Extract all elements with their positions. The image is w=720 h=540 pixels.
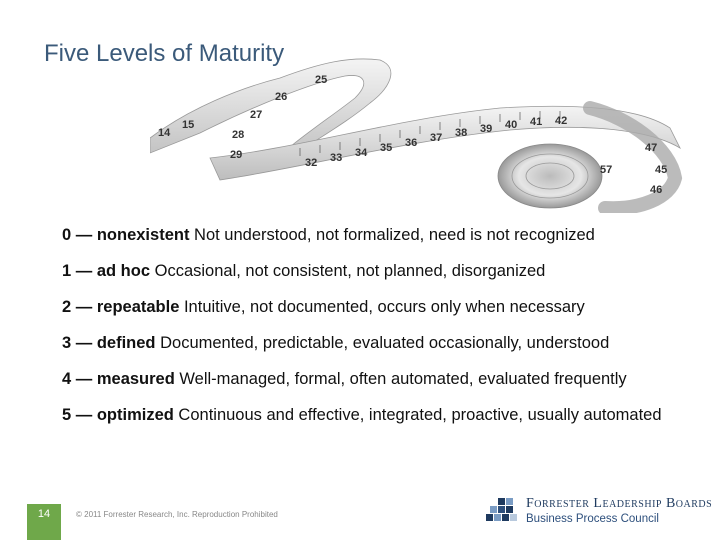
level-term: 2 — repeatable	[62, 298, 180, 316]
level-term: 5 — optimized	[62, 406, 174, 424]
logo-squares-icon	[486, 498, 520, 526]
svg-text:35: 35	[380, 142, 393, 154]
svg-text:37: 37	[430, 132, 443, 144]
level-item	[62, 330, 702, 356]
copyright-notice: © 2011 Forrester Research, Inc. Reproduction Prohibited	[76, 510, 278, 519]
level-term: 4 — measured	[62, 370, 175, 388]
level-description: Continuous and effective, integrated, proactive, usually automated	[173, 406, 662, 424]
svg-text:40: 40	[505, 119, 518, 131]
level-item	[62, 222, 702, 248]
level-term: 0 — nonexistent	[62, 226, 190, 244]
svg-text:45: 45	[655, 164, 668, 176]
svg-text:47: 47	[645, 142, 658, 154]
svg-text:39: 39	[480, 123, 493, 135]
level-description: Not understood, not formalized, need is not recognized	[189, 226, 595, 244]
svg-text:36: 36	[405, 137, 418, 149]
level-item	[62, 402, 702, 428]
svg-text:32: 32	[305, 157, 318, 169]
level-item	[62, 366, 702, 392]
level-description: Documented, predictable, evaluated occasionally, understood	[155, 334, 610, 352]
svg-text:42: 42	[555, 115, 568, 127]
svg-text:27: 27	[250, 109, 263, 121]
slide-title: Five Levels of Maturity	[44, 40, 285, 67]
level-description: Well-managed, formal, often automated, evaluated frequently	[174, 370, 627, 388]
forrester-logo	[486, 494, 713, 528]
svg-text:41: 41	[530, 116, 543, 128]
svg-text:33: 33	[330, 152, 343, 164]
measuring-tape-image	[150, 48, 690, 213]
svg-text:57: 57	[600, 164, 613, 176]
page-number: 14	[27, 504, 61, 540]
svg-text:15: 15	[182, 119, 195, 131]
logo-title: Forrester Leadership Boards	[526, 496, 713, 511]
svg-text:25: 25	[315, 74, 328, 86]
svg-text:46: 46	[650, 184, 663, 196]
maturity-levels-list	[62, 222, 702, 438]
level-description: Occasional, not consistent, not planned, disorganized	[150, 262, 546, 280]
svg-text:14: 14	[158, 127, 171, 139]
svg-text:38: 38	[455, 127, 468, 139]
level-term: 1 — ad hoc	[62, 262, 151, 280]
level-item	[62, 294, 702, 320]
svg-text:26: 26	[275, 91, 288, 103]
level-item	[62, 258, 702, 284]
level-term: 3 — defined	[62, 334, 156, 352]
svg-text:34: 34	[355, 147, 368, 159]
level-description: Intuitive, not documented, occurs only when necessary	[179, 298, 585, 316]
svg-text:28: 28	[232, 129, 245, 141]
logo-subtitle: Business Process Council	[526, 513, 659, 525]
svg-text:29: 29	[230, 149, 243, 161]
